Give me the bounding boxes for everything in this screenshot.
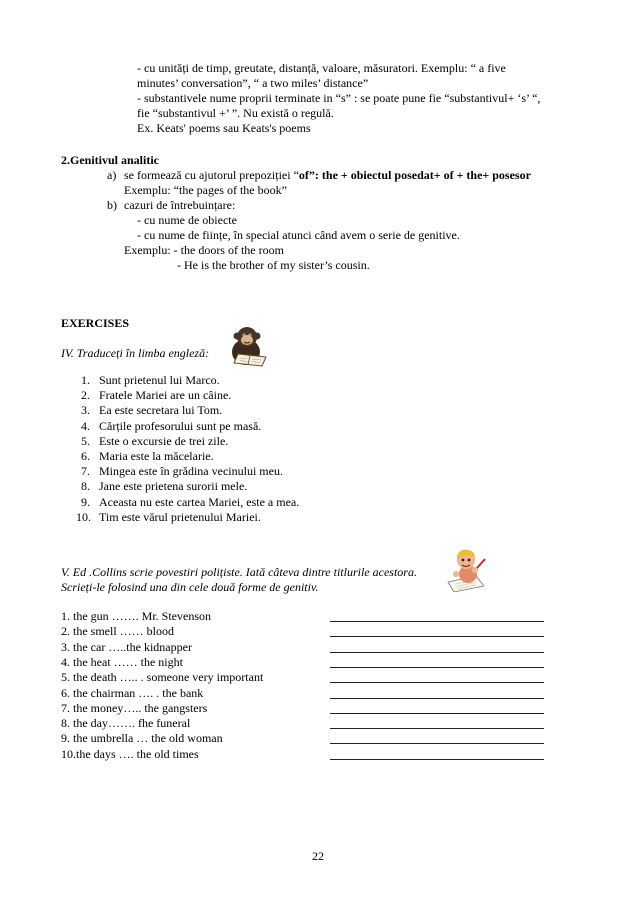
exercise-5-item: 5. the death ….. . someone very important bbox=[61, 670, 264, 685]
exercise-5-item: 10.the days …. the old times bbox=[61, 746, 199, 761]
exercise-4-item-number: 2. bbox=[81, 388, 90, 403]
point-b-example-2: - He is the brother of my sister’s cousin. bbox=[177, 258, 370, 272]
answer-blank-line[interactable] bbox=[330, 636, 544, 637]
exercise-4-item: Maria este la măcelarie. bbox=[99, 449, 214, 463]
exercise-4-item-number: 9. bbox=[81, 494, 90, 509]
answer-blank-line[interactable] bbox=[330, 698, 544, 699]
exercise-4-title: IV. Traduceți în limba engleză: bbox=[61, 346, 210, 360]
answer-blank-line[interactable] bbox=[330, 713, 544, 714]
exercise-4-item-number: 6. bbox=[81, 449, 90, 463]
page-number: 22 bbox=[312, 849, 324, 863]
exercise-4-item: Aceasta nu este cartea Mariei, este a mea. bbox=[99, 494, 300, 509]
exercise-4-item-number: 3. bbox=[81, 403, 90, 418]
exercise-4-item-number: 8. bbox=[81, 479, 90, 494]
answer-blank-line[interactable] bbox=[330, 667, 544, 668]
exercise-5-item: 2. the smell …… blood bbox=[61, 624, 174, 639]
answer-blank-line[interactable] bbox=[330, 759, 544, 760]
point-b-item-2: - cu nume de ființe, în special atunci când avem o serie de genitive. bbox=[137, 228, 460, 242]
list-marker-a: a) bbox=[107, 168, 117, 182]
exercise-4-item: Este o excursie de trei zile. bbox=[99, 433, 229, 448]
intro-line-5: Ex. Keats' poems sau Keats's poems bbox=[137, 121, 311, 135]
answer-blank-line[interactable] bbox=[330, 652, 544, 653]
list-marker-b: b) bbox=[107, 198, 117, 212]
intro-line-1: - cu unități de timp, greutate, distanță, valoare, măsuratori. Exemplu: “ a five bbox=[137, 61, 506, 75]
exercise-4-item-number: 5. bbox=[81, 433, 90, 448]
exercise-4-item-number: 10. bbox=[76, 509, 91, 524]
exercise-5-item: 9. the umbrella … the old woman bbox=[61, 731, 223, 746]
exercise-4-item: Tim este vărul prietenului Mariei. bbox=[99, 509, 261, 524]
exercise-5-item: 6. the chairman …. . the bank bbox=[61, 685, 204, 700]
monkey-reading-icon bbox=[226, 324, 270, 370]
exercise-5-title-line-1: V. Ed .Collins scrie povestiri polițiste. Iată câteva dintre titlurile acestora. bbox=[61, 565, 417, 579]
exercise-4-item: Mingea este în grădina vecinului meu. bbox=[99, 464, 283, 479]
exercise-4-item: Sunt prietenul lui Marco. bbox=[99, 373, 220, 387]
section-title-genitive: 2.Genitivul analitic bbox=[61, 153, 160, 167]
point-a-example: Exemplu: “the pages of the book” bbox=[124, 183, 287, 197]
answer-blank-line[interactable] bbox=[330, 728, 544, 729]
exercise-4-item: Cărțile profesorului sunt pe masă. bbox=[99, 418, 262, 433]
exercise-5-item: 1. the gun ……. Mr. Stevenson bbox=[61, 609, 211, 623]
exercise-5-item: 3. the car …..the kidnapper bbox=[61, 639, 192, 654]
answer-blank-line[interactable] bbox=[330, 682, 544, 683]
exercise-4-item-number: 7. bbox=[81, 464, 90, 479]
answer-blank-line[interactable] bbox=[330, 743, 544, 744]
exercise-4-item-number: 4. bbox=[81, 418, 90, 433]
point-a-bold: of”: the + obiectul posedat+ of + the+ posesor bbox=[298, 168, 531, 182]
exercise-5-item: 4. the heat …… the night bbox=[61, 654, 183, 669]
intro-line-2: minutes’ conversation”, “ a two miles’ distance” bbox=[137, 76, 369, 90]
exercise-4-item: Jane este prietena surorii mele. bbox=[99, 479, 248, 494]
point-b-example: Exemplu: - the doors of the room bbox=[124, 243, 284, 257]
point-a-plain: se formează cu ajutorul prepoziției “ bbox=[124, 168, 299, 182]
intro-line-4: fie “substantivul +’ ”. Nu există o regulă. bbox=[137, 106, 334, 120]
exercises-heading: EXERCISES bbox=[61, 316, 130, 330]
exercise-4-item: Fratele Mariei are un câine. bbox=[99, 388, 232, 403]
intro-line-3: - substantivele nume proprii terminate in “s” : se poate pune fie “substantivul+ ‘s’ “, bbox=[137, 91, 541, 105]
point-a-text bbox=[124, 168, 531, 183]
exercise-5-item: 8. the day……. fhe funeral bbox=[61, 716, 191, 731]
point-b-item-1: - cu nume de obiecte bbox=[137, 213, 237, 227]
exercise-5-item: 7. the money….. the gangsters bbox=[61, 700, 208, 715]
writer-character-icon bbox=[442, 546, 490, 592]
exercise-4-item: Ea este secretara lui Tom. bbox=[99, 403, 223, 418]
exercise-5-title-line-2: Scrieți-le folosind una din cele două forme de genitiv. bbox=[61, 580, 319, 594]
exercise-4-item-number: 1. bbox=[81, 373, 90, 387]
answer-blank-line[interactable] bbox=[330, 621, 544, 622]
point-b-text: cazuri de întrebuințare: bbox=[124, 198, 236, 212]
